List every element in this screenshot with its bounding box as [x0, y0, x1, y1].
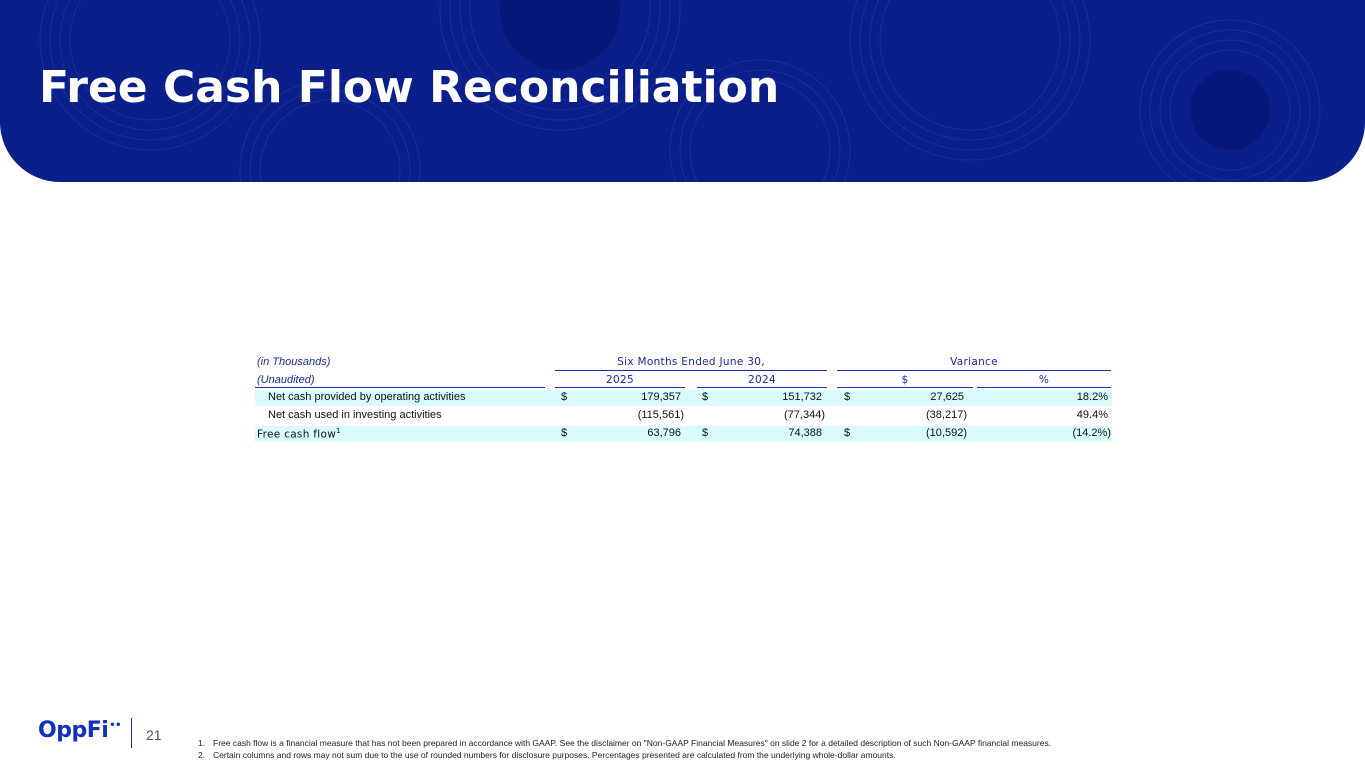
table-row-total: [255, 426, 1112, 442]
col-var-pct-underline: [977, 387, 1111, 388]
row-label: Free cash flow$^1$: [257, 427, 341, 441]
oppfi-logo: OppFi••: [38, 718, 122, 743]
col-var-dollar-underline: [837, 387, 973, 388]
value-2025: (115,561): [637, 409, 684, 421]
col-2025-header: 2025: [606, 374, 634, 386]
currency-symbol: $: [561, 427, 568, 439]
col-2025-underline: [555, 387, 685, 388]
variance-dollar: (38,217): [926, 409, 967, 421]
value-2025: 179,357: [641, 391, 681, 403]
variance-header: Variance: [950, 356, 998, 368]
page-number: 21: [146, 727, 162, 743]
currency-symbol: $: [561, 391, 568, 403]
label-underline: [255, 387, 545, 388]
variance-dollar: 27,625: [930, 391, 964, 403]
col-2024-underline: [697, 387, 827, 388]
currency-symbol: $: [702, 391, 709, 403]
footnotes: [198, 737, 1051, 761]
table-header-row-1: [255, 355, 1112, 371]
col-2024-header: 2024: [748, 374, 776, 386]
value-2024: 151,732: [782, 391, 822, 403]
footer-divider: [131, 718, 132, 748]
table-row: [255, 408, 1112, 424]
variance-pct: 18.2%: [1076, 391, 1108, 403]
footnote-ref: 1: [336, 427, 341, 435]
audit-label: (Unaudited): [257, 374, 315, 386]
footnote: 1. Free cash flow is a financial measure that has not been prepared in accordance with GAAP. See the disclaimer on "Non-GAAP Financial Measures" on slide 2 for a detailed description of such Non-GAAP financial measures.: [198, 738, 1052, 748]
currency-symbol: $: [702, 427, 709, 439]
variance-pct: (14.2%): [1072, 427, 1111, 439]
variance-pct: 49.4%: [1076, 409, 1108, 421]
unit-label: (in Thousands): [257, 356, 331, 368]
period-header: Six Months Ended June 30,: [617, 356, 765, 368]
footnote: 2. Certain columns and rows may not sum due to the use of rounded numbers for disclosure purposes. Percentages presented are calculated from the underlying whole-dollar amounts.: [198, 750, 896, 760]
period-underline: [555, 370, 827, 371]
table-row: [255, 390, 1112, 406]
col-var-pct-header: %: [1038, 374, 1050, 386]
value-2025: 63,796: [647, 427, 681, 439]
value-2024: 74,388: [788, 427, 822, 439]
variance-dollar: (10,592): [926, 427, 967, 439]
currency-symbol: $: [844, 427, 851, 439]
row-label: Net cash provided by operating activities: [268, 391, 466, 403]
page-title: Free Cash Flow Reconciliation: [39, 62, 780, 113]
value-2024: (77,344): [784, 409, 825, 421]
row-label: Net cash used in investing activities: [268, 409, 442, 421]
col-var-dollar-header: $: [901, 374, 909, 386]
currency-symbol: $: [844, 391, 851, 403]
header-banner: [0, 0, 1365, 182]
variance-underline: [837, 370, 1111, 371]
